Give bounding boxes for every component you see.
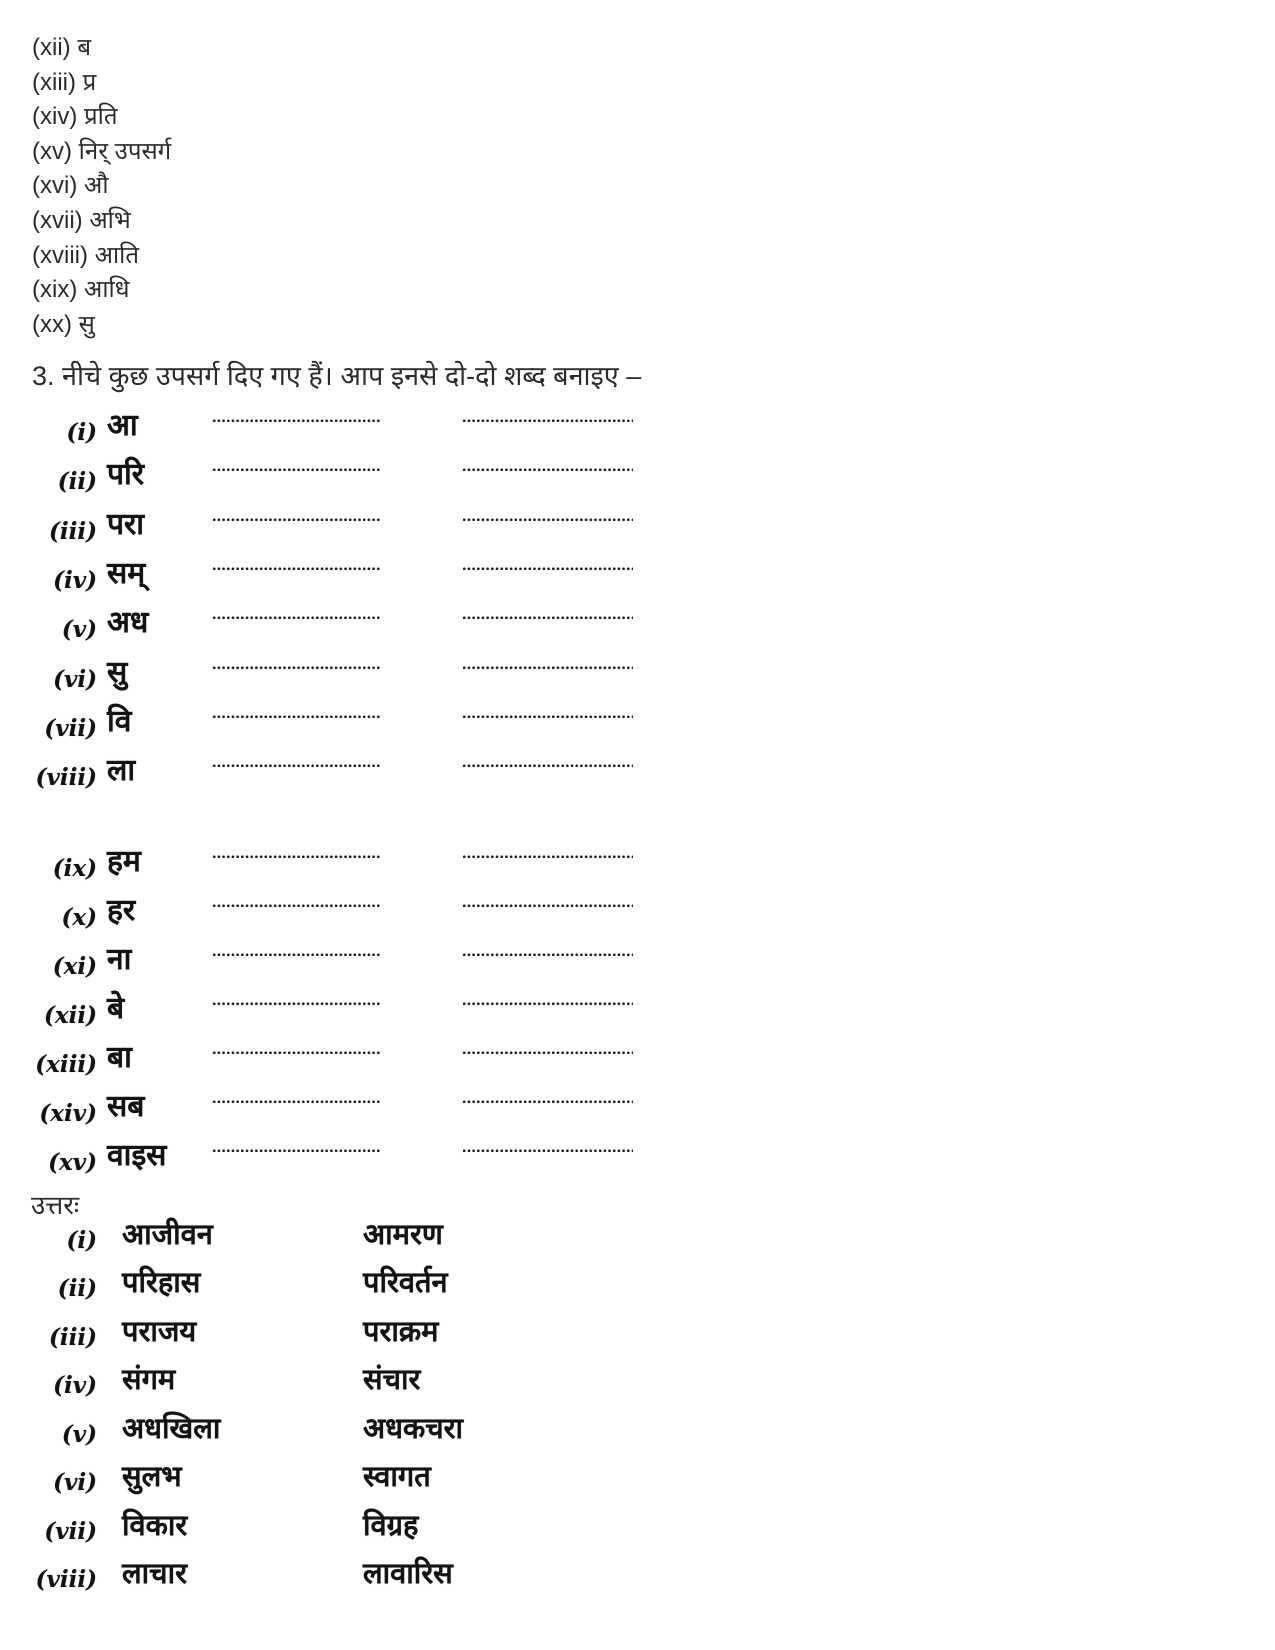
item-label: आति [94, 241, 140, 269]
answer-blank-line [212, 665, 381, 671]
prefix-label: ना [107, 942, 132, 977]
answer-blank-line [462, 1099, 633, 1105]
exercise-row [0, 1040, 1275, 1084]
answer-blank-line [462, 903, 633, 909]
exercise-row [0, 1089, 1275, 1133]
answer-blank-line [462, 1050, 633, 1056]
item-numeral: (xiv) [32, 103, 78, 131]
row-numeral: (iii) [49, 1324, 97, 1351]
prefix-label: हम [107, 844, 141, 879]
row-numeral: (v) [61, 616, 97, 643]
list-item [32, 66, 171, 101]
row-numeral: (iv) [53, 1372, 97, 1399]
row-numeral: (viii) [35, 764, 97, 791]
answer-blank-line [462, 763, 633, 769]
prefix-label: अध [107, 605, 149, 640]
item-label: आधि [84, 276, 130, 304]
item-label: औ [84, 172, 109, 200]
exercise-row [0, 844, 1275, 888]
exercise-row [0, 991, 1275, 1035]
answer-word-1: संगम [122, 1362, 176, 1396]
answer-word-2: परिवर्तन [363, 1265, 448, 1299]
question-number: 3. [32, 361, 55, 391]
exercise-row [0, 605, 1275, 649]
prefix-label: बे [107, 991, 125, 1026]
exercise-row [0, 556, 1275, 600]
exercise-row [0, 753, 1275, 797]
item-label: अभि [89, 206, 131, 234]
list-item [32, 135, 171, 170]
exercise-row [0, 704, 1275, 748]
list-item [32, 308, 171, 343]
answer-blank-line [462, 1148, 633, 1154]
prefix-label: सम् [107, 556, 146, 591]
prefix-label: ला [107, 753, 136, 788]
answer-word-1: लाचार [122, 1556, 187, 1590]
row-numeral: (xiii) [35, 1051, 97, 1078]
answer-word-2: पराक्रम [363, 1314, 439, 1348]
answer-blank-line [212, 418, 381, 424]
answer-blank-line [462, 467, 633, 473]
prefix-label: वाइस [107, 1138, 167, 1173]
row-numeral: (vii) [44, 715, 97, 742]
item-numeral: (xii) [32, 34, 71, 61]
row-numeral: (viii) [35, 1566, 97, 1593]
answer-blank-line [212, 1099, 381, 1105]
row-numeral: (xv) [48, 1149, 97, 1176]
exercise-row [0, 942, 1275, 986]
row-numeral: (i) [66, 419, 97, 446]
answer-word-2: अधकचरा [363, 1411, 464, 1445]
row-numeral: (x) [61, 904, 97, 931]
answer-blank-line [462, 854, 633, 860]
exercise-row [0, 507, 1275, 551]
prefix-label: सु [107, 655, 128, 690]
prefix-label: परा [107, 507, 145, 542]
answer-blank-line [462, 517, 633, 523]
answer-word-2: आमरण [363, 1217, 443, 1251]
answer-row [0, 1313, 1275, 1357]
row-numeral: (vi) [53, 666, 97, 693]
row-numeral: (xii) [44, 1002, 97, 1029]
row-numeral: (ii) [57, 1275, 97, 1302]
answer-blank-line [212, 952, 381, 958]
item-numeral: (xx) [32, 310, 72, 338]
answer-row [0, 1361, 1275, 1405]
row-numeral: (iv) [53, 567, 97, 594]
answer-blank-line [212, 1050, 381, 1056]
item-label: निर् उपसर्ग [78, 137, 172, 165]
item-label: सु [78, 310, 95, 338]
exercise-row [0, 457, 1275, 501]
answer-blank-line [212, 467, 381, 473]
item-numeral: (xvi) [32, 172, 78, 200]
answer-blank-line [212, 615, 381, 621]
item-numeral: (xiii) [32, 68, 76, 96]
prefix-continuation-list [32, 31, 171, 342]
answer-blank-line [462, 952, 633, 958]
item-numeral: (xvii) [32, 206, 83, 234]
exercise-row [0, 893, 1275, 937]
question-heading [32, 356, 641, 396]
prefix-label: सब [107, 1089, 145, 1124]
answer-blank-line [462, 615, 633, 621]
answer-blank-line [212, 763, 381, 769]
answer-blank-line [212, 566, 381, 572]
prefix-label: आ [107, 408, 138, 443]
item-numeral: (xv) [32, 137, 72, 165]
prefix-label: वि [107, 704, 132, 739]
row-numeral: (iii) [49, 518, 97, 545]
answer-word-1: आजीवन [122, 1217, 213, 1251]
answer-row [0, 1507, 1275, 1551]
answer-blank-line [462, 566, 633, 572]
item-label: ब [77, 34, 92, 61]
answer-word-1: सुलभ [122, 1459, 182, 1493]
row-numeral: (xiv) [39, 1100, 97, 1127]
answers-heading: उत्तरः [31, 1190, 80, 1220]
list-item [32, 31, 171, 66]
answer-row [0, 1458, 1275, 1502]
answer-blank-line [212, 714, 381, 720]
answer-row [0, 1216, 1275, 1260]
answer-row [0, 1555, 1275, 1599]
row-numeral: (ii) [57, 468, 97, 495]
answer-row [0, 1410, 1275, 1454]
row-numeral: (i) [66, 1227, 97, 1254]
list-item [32, 100, 171, 135]
prefix-label: हर [107, 893, 136, 928]
answer-blank-line [212, 1001, 381, 1007]
answer-blank-line [212, 854, 381, 860]
answer-word-1: परिहास [122, 1265, 201, 1299]
prefix-label: बा [107, 1040, 132, 1075]
exercise-row [0, 408, 1275, 452]
question-text: नीचे कुछ उपसर्ग दिए गए हैं। आप इनसे दो-दो शब्द बनाइए – [62, 361, 642, 391]
row-numeral: (xi) [52, 953, 97, 980]
answer-word-2: स्वागत [363, 1459, 431, 1493]
row-numeral: (v) [61, 1421, 97, 1448]
item-numeral: (xix) [32, 276, 78, 304]
answer-blank-line [462, 665, 633, 671]
list-item [32, 273, 171, 308]
list-item [32, 169, 171, 204]
exercise-row [0, 1138, 1275, 1182]
prefix-label: परि [107, 457, 145, 492]
row-numeral: (ix) [52, 855, 97, 882]
row-numeral: (vi) [53, 1469, 97, 1496]
answer-word-2: लावारिस [363, 1556, 453, 1590]
answer-word-1: अधखिला [122, 1411, 221, 1445]
row-numeral: (vii) [44, 1518, 97, 1545]
answer-word-1: पराजय [122, 1314, 197, 1348]
answer-word-1: विकार [122, 1508, 188, 1542]
answer-row [0, 1264, 1275, 1308]
item-label: प्रति [84, 103, 118, 131]
answer-blank-line [462, 418, 633, 424]
item-label: प्र [82, 68, 97, 96]
answer-blank-line [462, 1001, 633, 1007]
answer-word-2: विग्रह [363, 1508, 419, 1542]
answer-word-2: संचार [363, 1362, 421, 1396]
item-numeral: (xviii) [32, 241, 88, 269]
list-item [32, 239, 171, 274]
answer-blank-line [212, 517, 381, 523]
answer-blank-line [462, 714, 633, 720]
answer-blank-line [212, 1148, 381, 1154]
answer-blank-line [212, 903, 381, 909]
list-item [32, 204, 171, 239]
exercise-row [0, 655, 1275, 699]
